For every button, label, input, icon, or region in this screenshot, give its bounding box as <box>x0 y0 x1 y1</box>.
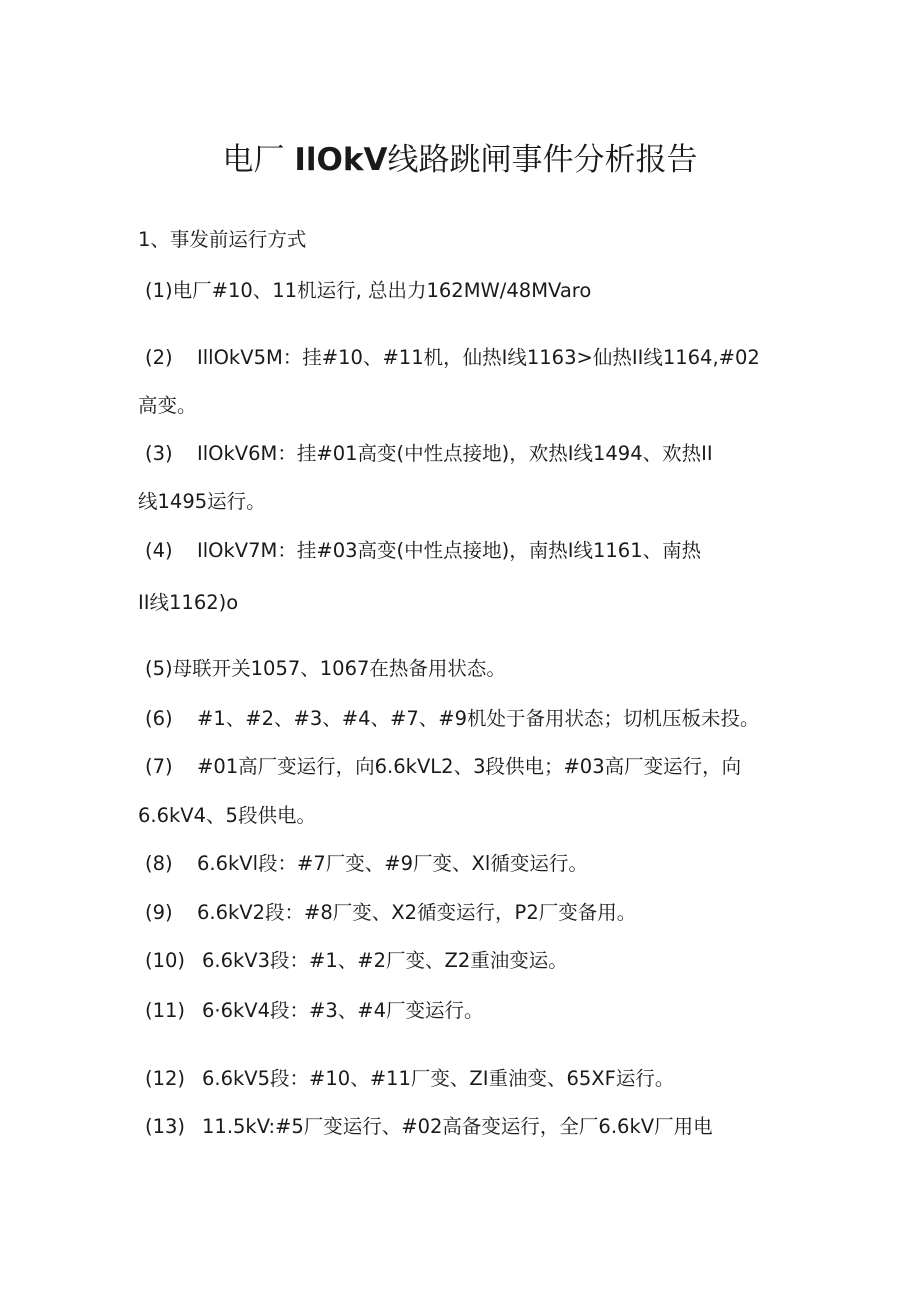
item-8 <box>145 850 588 878</box>
item-10 <box>145 947 568 975</box>
item-3 <box>145 440 713 468</box>
item-4 <box>145 537 701 565</box>
item-text: IlOkV7M：挂#03高变(中性点接地)，南热I线1161、南热 <box>197 539 702 562</box>
item-number: (2) <box>145 346 173 369</box>
item-number: (11) <box>145 999 186 1022</box>
item-number: (10) <box>145 949 186 972</box>
item-text: 电厂#10、11机运行, 总出力162MW/48MVaro <box>172 279 592 302</box>
item-text: #1、#2、#3、#4、#7、#9机处于备用状态；切机压板未投。 <box>197 707 760 730</box>
item-13 <box>145 1113 713 1141</box>
item-number: (3) <box>145 442 173 465</box>
item-number: (5) <box>145 657 173 680</box>
item-number: (9) <box>145 901 173 924</box>
item-text: 6.6kV2段：#8厂变、X2循变运行，P2厂变备用。 <box>197 901 637 924</box>
section-heading: 1、事发前运行方式 <box>138 228 307 251</box>
item-number: (7) <box>145 755 173 778</box>
item-number: (8) <box>145 852 173 875</box>
item-number: (4) <box>145 539 173 562</box>
item-7-continuation: 6.6kV4、5段供电。 <box>138 804 316 827</box>
item-2-continuation: 高变。 <box>138 394 197 417</box>
item-7 <box>145 753 741 781</box>
document-title <box>0 138 920 182</box>
title-suffix: 线路跳闸事件分析报告 <box>387 142 698 178</box>
item-6 <box>145 705 759 733</box>
item-text: IllOkV5M：挂#10、#11机，仙热I线1163>仙热II线1164,#02 <box>197 346 760 369</box>
item-3-continuation: 线1495运行。 <box>138 490 266 513</box>
item-text: 6.6kV3段：#1、#2厂变、Z2重油变运。 <box>202 949 568 972</box>
item-number: (12) <box>145 1067 186 1090</box>
item-1 <box>145 277 591 305</box>
item-5 <box>145 655 506 683</box>
item-text: 11.5kV:#5厂变运行、#02高备变运行，全厂6.6kV厂用电 <box>202 1115 713 1138</box>
item-text: 6.6kVl段：#7厂变、#9厂变、Xl循变运行。 <box>197 852 588 875</box>
item-2 <box>145 344 760 372</box>
item-text: 6.6kV5段：#10、#11厂变、ZI重油变、65XF运行。 <box>202 1067 675 1090</box>
item-12 <box>145 1065 674 1093</box>
item-text: 母联开关1057、1067在热备用状态。 <box>172 657 506 680</box>
item-4-continuation: II线1162)o <box>138 591 239 614</box>
item-text: 6·6kV4段：#3、#4厂变运行。 <box>202 999 484 1022</box>
item-text: #01高厂变运行，向6.6kVL2、3段供电；#03高厂变运行，向 <box>197 755 742 778</box>
title-bold-part: IlOkV <box>294 142 388 178</box>
item-text: IlOkV6M：挂#01高变(中性点接地)，欢热I线1494、欢热II <box>197 442 713 465</box>
item-number: (1) <box>145 279 173 302</box>
item-number: (6) <box>145 707 173 730</box>
title-prefix: 电厂 <box>222 142 285 178</box>
item-11 <box>145 997 484 1025</box>
item-9 <box>145 899 636 927</box>
item-number: (13) <box>145 1115 186 1138</box>
